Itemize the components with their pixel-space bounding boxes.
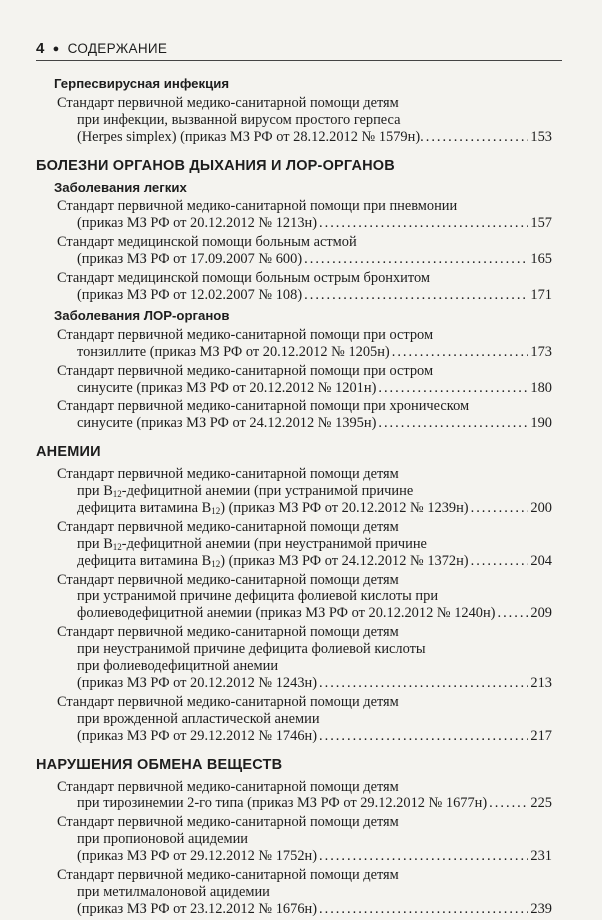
entry-text: дефицита витамина B xyxy=(77,499,212,516)
entry-last-line xyxy=(57,553,552,570)
section-metabolism: НАРУШЕНИЯ ОБМЕНА ВЕЩЕСТВ xyxy=(36,756,283,773)
dot-leader xyxy=(319,728,528,745)
entry-page: 157 xyxy=(530,215,552,232)
subscript: 12 xyxy=(112,489,122,500)
toc-entry[interactable] xyxy=(57,624,552,692)
entry-text xyxy=(77,553,469,570)
entry-last-line xyxy=(57,287,552,304)
entry-last-line xyxy=(57,380,552,397)
entry-line: Стандарт первичной медико-санитарной помощи детям xyxy=(57,693,399,710)
entry-line: Стандарт первичной медико-санитарной помощи при хроническом xyxy=(57,398,470,415)
entry-text: (приказ МЗ РФ от 12.02.2007 № 108) xyxy=(77,286,303,303)
toc-entry[interactable] xyxy=(57,694,552,745)
entry-line: при пропионовой ацидемии xyxy=(77,831,248,848)
entry-line: при метилмалоновой ацидемии xyxy=(77,883,270,900)
toc-entry[interactable] xyxy=(57,572,552,623)
bullet-icon: ● xyxy=(52,42,60,55)
entry-text: фолиеводефицитной анемии (приказ МЗ РФ от 20.12.2012 № 1240н) xyxy=(77,605,496,622)
entry-text: (приказ МЗ РФ от 29.12.2012 № 1746н) xyxy=(77,727,318,744)
dot-leader xyxy=(378,380,528,397)
entry-text: тонзиллите (приказ МЗ РФ от 20.12.2012 № 1205н) xyxy=(77,343,390,360)
dot-leader xyxy=(378,415,528,432)
entry-page: 231 xyxy=(530,848,552,865)
entry-last-line xyxy=(57,415,552,432)
subsection-lungs: Заболевания легких xyxy=(54,179,187,195)
page-number: 4 xyxy=(36,40,45,57)
entry-page: 204 xyxy=(530,552,552,569)
entry-line: Стандарт первичной медико-санитарной помощи детям xyxy=(57,778,399,795)
entry-last-line xyxy=(57,728,552,745)
entry-page: 225 xyxy=(530,795,552,812)
dot-leader xyxy=(319,848,528,865)
entry-page: 209 xyxy=(530,605,552,622)
dot-leader xyxy=(392,344,529,361)
toc-entry[interactable] xyxy=(57,466,552,517)
entry-text: (приказ МЗ РФ от 23.12.2012 № 1676н) xyxy=(77,900,318,917)
entry-text: -дефицитной анемии (при устранимой причине xyxy=(121,483,414,500)
entry-page: 200 xyxy=(530,499,552,516)
entry-text: ) (приказ МЗ РФ от 24.12.2012 № 1372н) xyxy=(220,552,469,569)
subscript: 12 xyxy=(211,558,221,569)
entry-last-line xyxy=(57,251,552,268)
page-header xyxy=(36,40,556,57)
entry-last-line xyxy=(57,344,552,361)
entry-line: Стандарт первичной медико-санитарной помощи при остром xyxy=(57,326,434,343)
entry-text: синусите (приказ МЗ РФ от 20.12.2012 № 1201н) xyxy=(77,379,377,396)
toc-entry[interactable] xyxy=(57,327,552,361)
toc-entry[interactable] xyxy=(57,95,552,146)
table-of-contents xyxy=(36,72,552,920)
toc-entry[interactable] xyxy=(57,519,552,570)
entry-last-line xyxy=(57,795,552,812)
entry-line: Стандарт первичной медико-санитарной помощи детям xyxy=(57,571,399,588)
toc-entry[interactable] xyxy=(57,779,552,813)
entry-last-line xyxy=(57,901,552,918)
entry-text: (приказ МЗ РФ от 20.12.2012 № 1243н) xyxy=(77,675,318,691)
dot-leader xyxy=(426,129,529,146)
entry-text: при B xyxy=(77,535,113,552)
entry-text xyxy=(77,500,469,517)
entry-last-line xyxy=(57,500,552,517)
entry-text: (приказ МЗ РФ от 29.12.2012 № 1752н) xyxy=(77,848,318,865)
dot-leader xyxy=(319,215,528,232)
entry-line: Стандарт первичной медико-санитарной помощи детям xyxy=(57,624,399,641)
entry-line xyxy=(57,483,552,500)
toc-entry[interactable] xyxy=(57,814,552,865)
toc-entry[interactable] xyxy=(57,363,552,397)
entry-line: при врожденной апластической анемии xyxy=(77,710,320,727)
entry-page: 153 xyxy=(530,128,552,145)
entry-line: при устранимой причине дефицита фолиевой кислоты при xyxy=(77,588,439,605)
dot-leader xyxy=(471,500,529,517)
entry-line: при фолиеводефицитной анемии xyxy=(77,658,279,675)
entry-last-line xyxy=(57,675,552,692)
entry-text: (приказ МЗ РФ от 20.12.2012 № 1213н) xyxy=(77,215,318,232)
entry-page: 171 xyxy=(530,286,552,303)
dot-leader xyxy=(489,795,528,812)
entry-page: 213 xyxy=(530,675,552,691)
entry-line: Стандарт первичной медико-санитарной помощи детям xyxy=(57,466,399,483)
entry-line: Стандарт первичной медико-санитарной помощи детям xyxy=(57,518,399,535)
entry-text: дефицита витамина B xyxy=(77,552,212,569)
toc-entry[interactable] xyxy=(57,398,552,432)
entry-text: при B xyxy=(77,483,113,500)
entry-last-line xyxy=(57,129,552,146)
entry-text: (приказ МЗ РФ от 17.09.2007 № 600) xyxy=(77,251,303,268)
entry-page: 190 xyxy=(530,415,552,432)
entry-page: 165 xyxy=(530,251,552,268)
running-title: СОДЕРЖАНИЕ xyxy=(67,41,168,56)
dot-leader xyxy=(471,553,529,570)
entry-page: 217 xyxy=(530,727,552,744)
dot-leader xyxy=(304,287,528,304)
section-respiratory: БОЛЕЗНИ ОРГАНОВ ДЫХАНИЯ И ЛОР-ОРГАНОВ xyxy=(36,157,395,174)
entry-line: Стандарт первичной медико-санитарной помощи при пневмонии xyxy=(57,198,458,215)
entry-page: 239 xyxy=(530,900,552,917)
dot-leader xyxy=(319,901,528,918)
dot-leader xyxy=(497,605,528,622)
entry-text: при тирозинемии 2-го типа (приказ МЗ РФ от 29.12.2012 № 1677н) xyxy=(77,795,488,812)
entry-text: -дефицитной анемии (при неустранимой причине xyxy=(121,535,427,552)
entry-line: при инфекции, вызванной вирусом простого герпеса xyxy=(77,111,401,128)
entry-line: Стандарт первичной медико-санитарной помощи детям xyxy=(57,867,399,884)
entry-last-line xyxy=(57,848,552,865)
subsection-ent: Заболевания ЛОР-органов xyxy=(54,307,230,323)
entry-text: ) (приказ МЗ РФ от 20.12.2012 № 1239н) xyxy=(220,499,469,516)
entry-line: Стандарт первичной медико-санитарной помощи при остром xyxy=(57,362,434,379)
entry-line: Стандарт медицинской помощи больным острым бронхитом xyxy=(57,270,430,287)
header-rule xyxy=(36,60,562,61)
entry-line xyxy=(57,536,552,553)
entry-last-line xyxy=(57,215,552,232)
entry-text: синусите (приказ МЗ РФ от 24.12.2012 № 1395н) xyxy=(77,415,377,432)
subscript: 12 xyxy=(112,541,122,552)
subscript: 12 xyxy=(211,505,221,516)
toc-entry[interactable] xyxy=(57,234,552,268)
entry-line: Стандарт медицинской помощи больным астмой xyxy=(57,234,357,251)
entry-page: 180 xyxy=(530,379,552,396)
entry-line: Стандарт первичной медико-санитарной помощи детям xyxy=(57,94,399,111)
dot-leader xyxy=(304,251,528,268)
entry-page: 173 xyxy=(530,343,552,360)
entry-line: при неустранимой причине дефицита фолиевой кислоты xyxy=(77,641,426,658)
entry-line: Стандарт первичной медико-санитарной помощи детям xyxy=(57,814,399,831)
entry-last-line xyxy=(57,605,552,622)
subsection-herpes: Герпесвирусная инфекция xyxy=(54,76,230,91)
dot-leader xyxy=(319,675,528,692)
toc-entry[interactable] xyxy=(57,270,552,304)
toc-entry[interactable] xyxy=(57,198,552,232)
section-anemia: АНЕМИИ xyxy=(36,444,101,461)
toc-entry[interactable] xyxy=(57,867,552,918)
entry-text: (Herpes simplex) (приказ МЗ РФ от 28.12.2012 № 1579н). xyxy=(77,128,424,145)
